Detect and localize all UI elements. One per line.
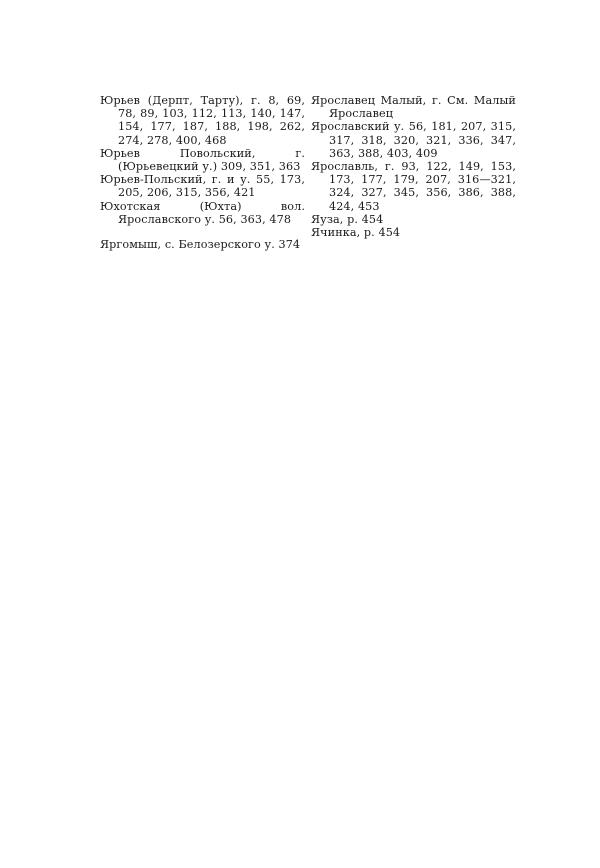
index-entry: Ячинка, р. 454 [311, 226, 401, 240]
index-entry: Ярославец Малый, г. См. Малый Ярославец [311, 94, 516, 121]
index-column-left [100, 94, 305, 251]
index-entry: Юрьев Повольский, г. (Юрьевецкий у.) 309, 351, 363 [100, 146, 305, 174]
index-column-right [311, 94, 516, 239]
index-entry: Юрьев-Польский, г. и у. 55, 173, 205, 206, 315, 356, 421 [100, 173, 305, 200]
index-entry: Яуза, р. 454 [311, 212, 384, 226]
index-entry: Ярославль, г. 93, 122, 149, 153, 173, 177, 179, 207, 316—321, 324, 327, 345, 356, 386, 388, 424, 453 [311, 160, 516, 213]
letter-group-gap [100, 226, 305, 238]
index-entry: Ярославский у. 56, 181, 207, 315, 317, 318, 320, 321, 336, 347, 363, 388, 403, 409 [311, 120, 516, 160]
index-entry: Яргомыш, с. Белозерского у. 374 [100, 238, 301, 252]
index-entry: Юхотская (Юхта) вол. Ярославского у. 56, 363, 478 [100, 199, 305, 226]
index-entry: Юрьев (Дерпт, Тарту), г. 8, 69, 78, 89, 103, 112, 113, 140, 147, 154, 177, 187, 188, 198, 262, 274, 278, 400, 468 [100, 94, 305, 147]
